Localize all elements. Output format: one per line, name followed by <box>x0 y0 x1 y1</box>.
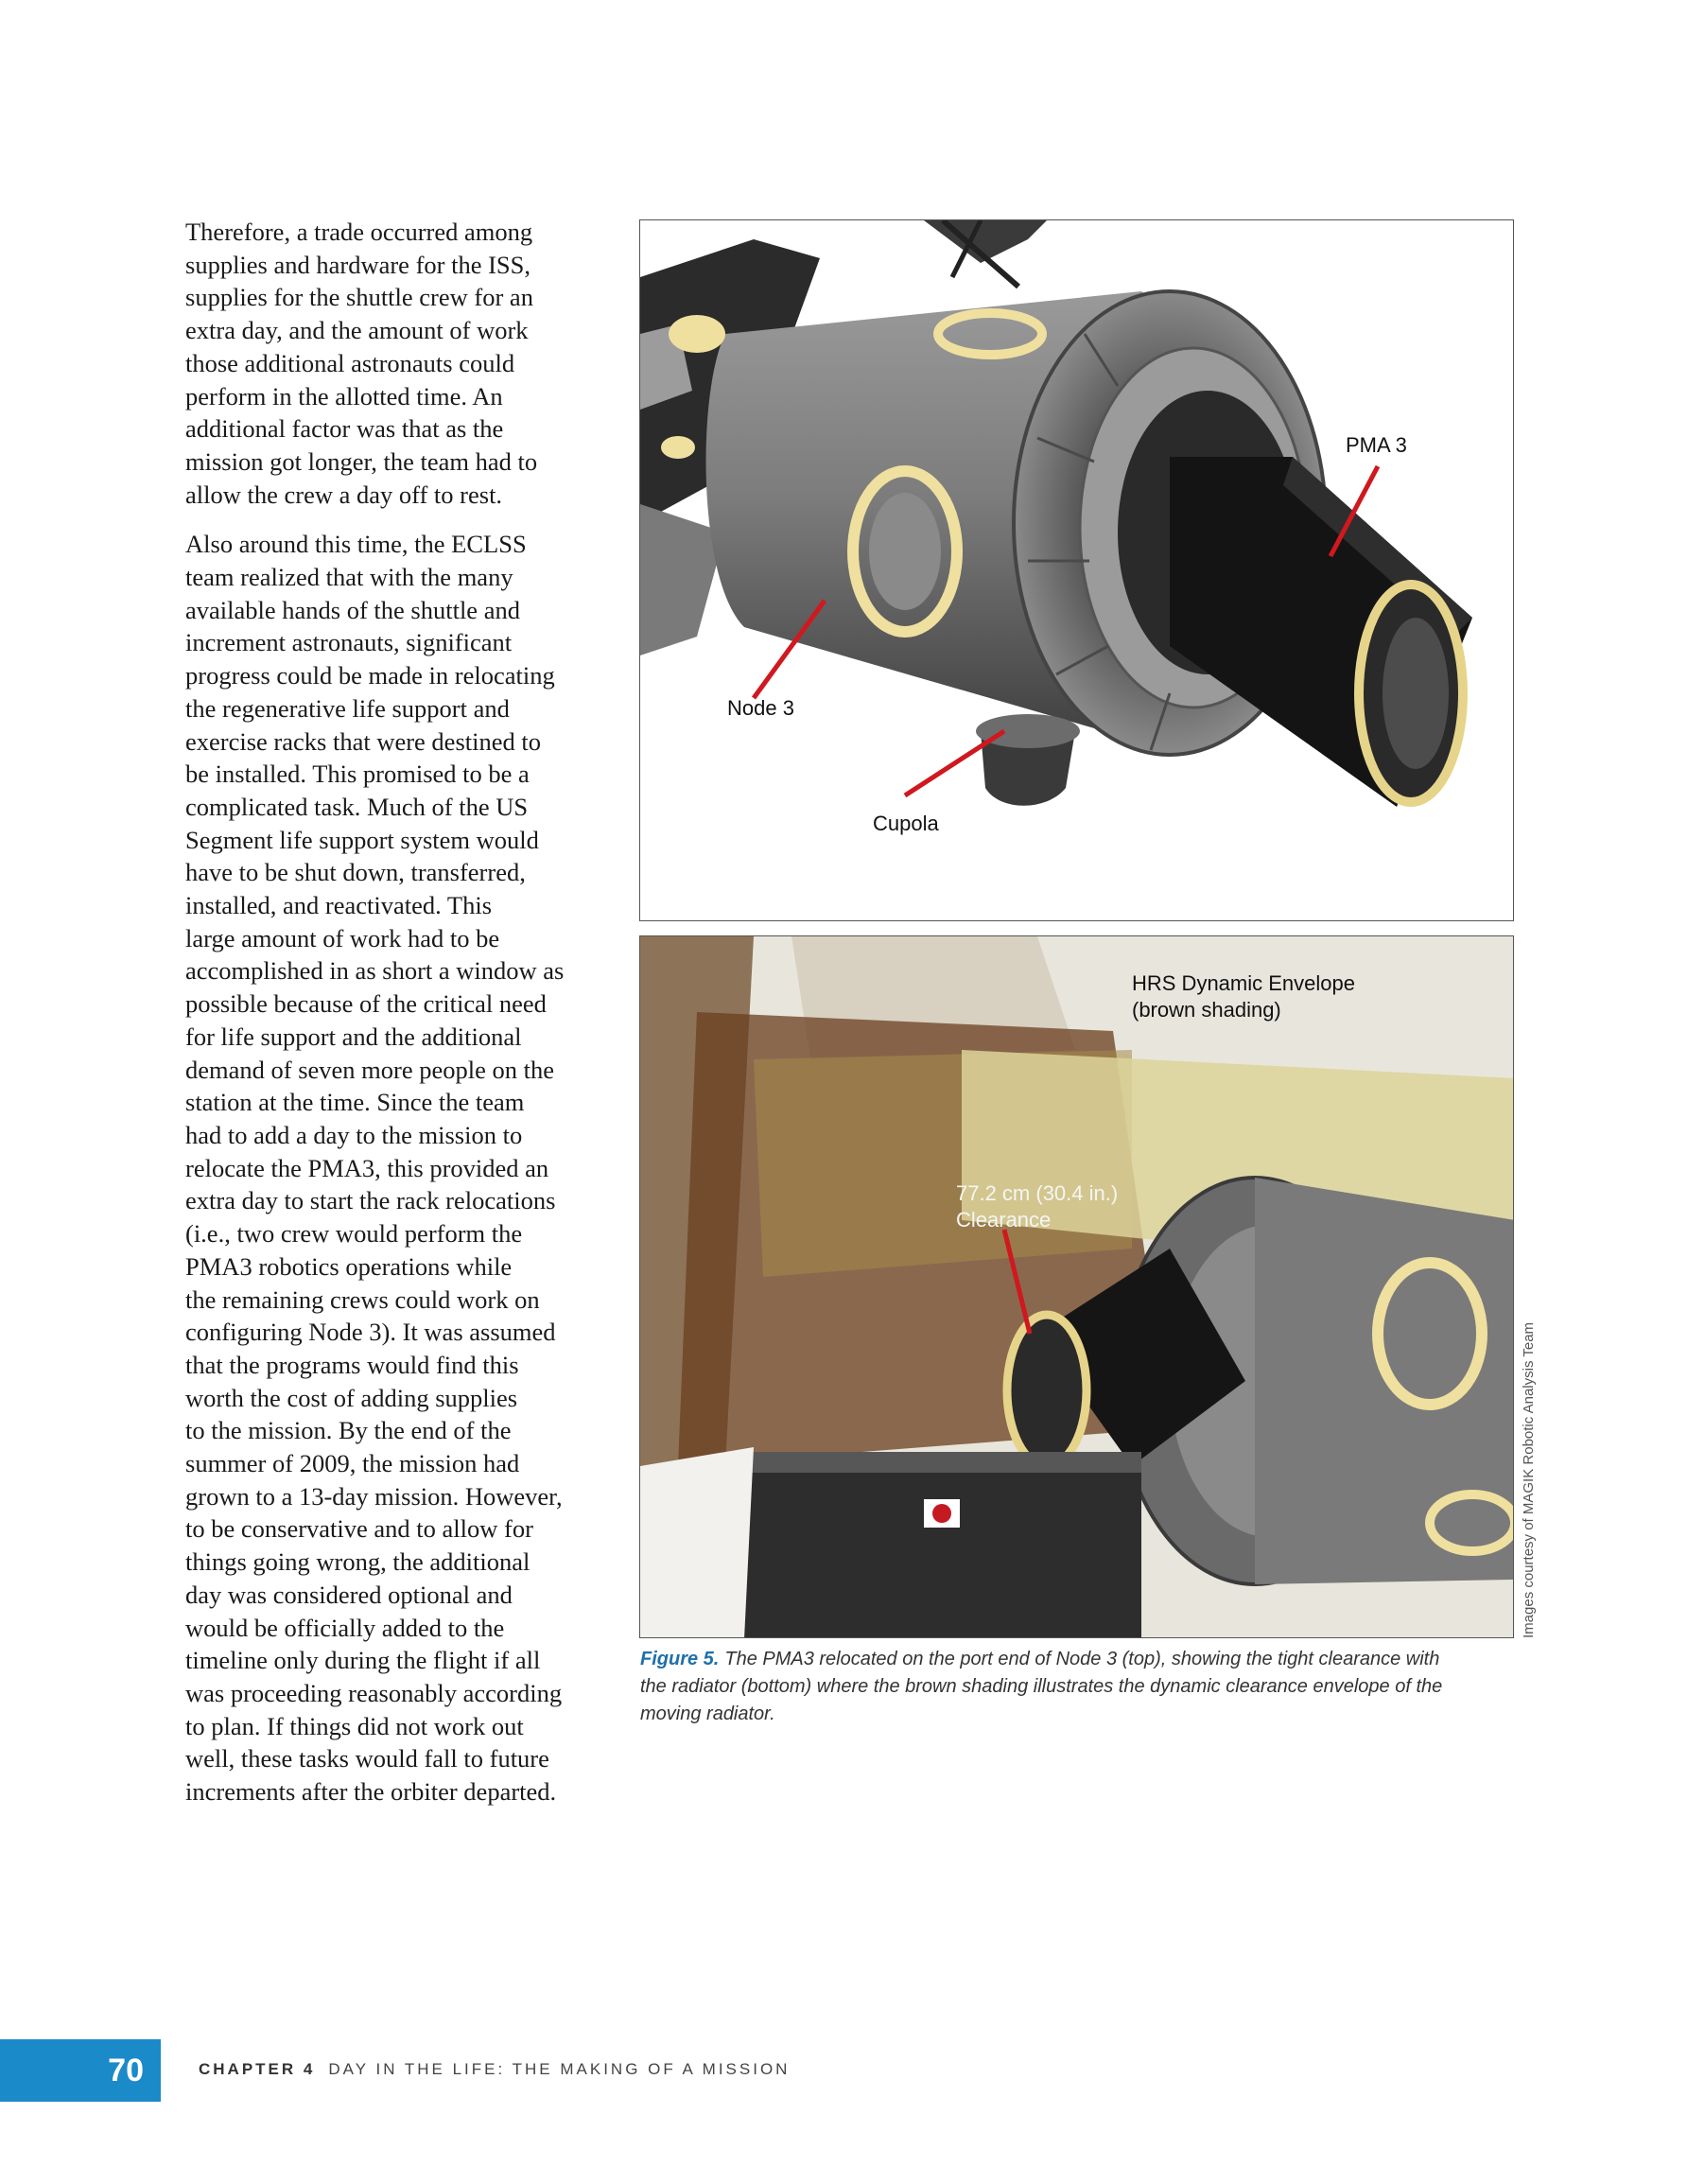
text-line: timeline only during the flight if all <box>185 1646 541 1675</box>
text-line: increments after the orbiter departed. <box>185 1777 557 1807</box>
text-line: accomplished in as short a window as <box>185 956 565 986</box>
text-line: was proceeding reasonably according <box>185 1678 563 1707</box>
page-number: 70 <box>108 2052 144 2088</box>
node3-render-illustration <box>640 220 1514 921</box>
label-clearance-line2: Clearance <box>956 1208 1052 1232</box>
text-line: PMA3 robotics operations while <box>185 1251 513 1281</box>
text-line: grown to a 13-day mission. However, <box>185 1481 563 1511</box>
text-line: allow the crew a day off to rest. <box>185 480 503 509</box>
text-line: those additional astronauts could <box>185 348 515 377</box>
label-hrs-line1: HRS Dynamic Envelope <box>1132 971 1355 995</box>
body-text-column <box>185 216 601 1826</box>
text-line: additional factor was that as the <box>185 414 504 444</box>
paragraph-1 <box>185 216 601 511</box>
figure-bottom-radiator-render <box>639 935 1514 1638</box>
text-line: worth the cost of adding supplies <box>185 1383 518 1412</box>
text-line: supplies and hardware for the ISS, <box>185 250 531 279</box>
caption-text: The PMA3 relocated on the port end of Node 3 (top), showing the tight clearance with the radiator (bottom) where the brown shading illustrates the dynamic clearance envelope of the moving radiator. <box>640 1649 1443 1724</box>
text-line: Also around this time, the ECLSS <box>185 530 527 559</box>
text-line: progress could be made in relocating <box>185 661 555 690</box>
text-line: the regenerative life support and <box>185 693 510 723</box>
image-credit: Images courtesy of MAGIK Robotic Analysis Team <box>1521 1321 1537 1638</box>
text-line: extra day, and the amount of work <box>185 316 529 345</box>
text-line: relocate the PMA3, this provided an <box>185 1153 549 1182</box>
figure-caption <box>640 1646 1453 1728</box>
text-line: station at the time. Since the team <box>185 1088 525 1117</box>
text-line: Segment life support system would <box>185 825 539 854</box>
text-line: (i.e., two crew would perform the <box>185 1219 523 1249</box>
paragraph-2 <box>185 528 601 1808</box>
text-line: demand of seven more people on the <box>185 1055 555 1084</box>
figure-top-pma3-render <box>639 219 1514 921</box>
text-line: mission got longer, the team had to <box>185 446 538 476</box>
text-line: large amount of work had to be <box>185 923 500 952</box>
chapter-title: DAY IN THE LIFE: THE MAKING OF A MISSION <box>328 2060 791 2078</box>
label-clearance-line1: 77.2 cm (30.4 in.) <box>956 1181 1119 1205</box>
text-line: things going wrong, the additional <box>185 1547 530 1577</box>
label-node3: Node 3 <box>727 696 794 720</box>
caption-figure-label: Figure 5. <box>640 1649 720 1669</box>
text-line: possible because of the critical need <box>185 989 547 1019</box>
label-hrs-line2: (brown shading) <box>1132 998 1281 1022</box>
text-line: summer of 2009, the mission had <box>185 1449 520 1478</box>
label-cupola: Cupola <box>873 812 939 835</box>
text-line: supplies for the shuttle crew for an <box>185 283 533 312</box>
text-line: configuring Node 3). It was assumed <box>185 1318 556 1347</box>
text-line: increment astronauts, significant <box>185 628 513 657</box>
text-line: be installed. This promised to be a <box>185 760 530 789</box>
text-line: available hands of the shuttle and <box>185 595 520 624</box>
text-line: would be officially added to the <box>185 1613 505 1642</box>
page-number-tab <box>0 2039 161 2102</box>
radiator-clearance-illustration <box>640 936 1514 1638</box>
text-line: to be conservative and to allow for <box>185 1514 533 1544</box>
text-line: complicated task. Much of the US <box>185 792 529 821</box>
text-line: have to be shut down, transferred, <box>185 858 526 887</box>
running-footer <box>199 2060 790 2079</box>
text-line: the remaining crews could work on <box>185 1284 540 1314</box>
text-line: day was considered optional and <box>185 1580 513 1609</box>
text-line: had to add a day to the mission to <box>185 1120 523 1149</box>
chapter-label: CHAPTER 4 <box>199 2060 316 2078</box>
text-line: to plan. If things did not work out <box>185 1711 524 1740</box>
text-line: well, these tasks would fall to future <box>185 1744 549 1773</box>
text-line: Therefore, a trade occurred among <box>185 218 533 246</box>
text-line: that the programs would find this <box>185 1350 519 1379</box>
text-line: installed, and reactivated. This <box>185 891 493 920</box>
text-line: perform in the allotted time. An <box>185 381 503 411</box>
text-line: to the mission. By the end of the <box>185 1416 512 1445</box>
label-pma3: PMA 3 <box>1346 433 1407 457</box>
text-line: extra day to start the rack relocations <box>185 1186 556 1215</box>
text-line: exercise racks that were destined to <box>185 726 541 756</box>
text-line: team realized that with the many <box>185 563 513 592</box>
text-line: for life support and the additional <box>185 1022 522 1051</box>
